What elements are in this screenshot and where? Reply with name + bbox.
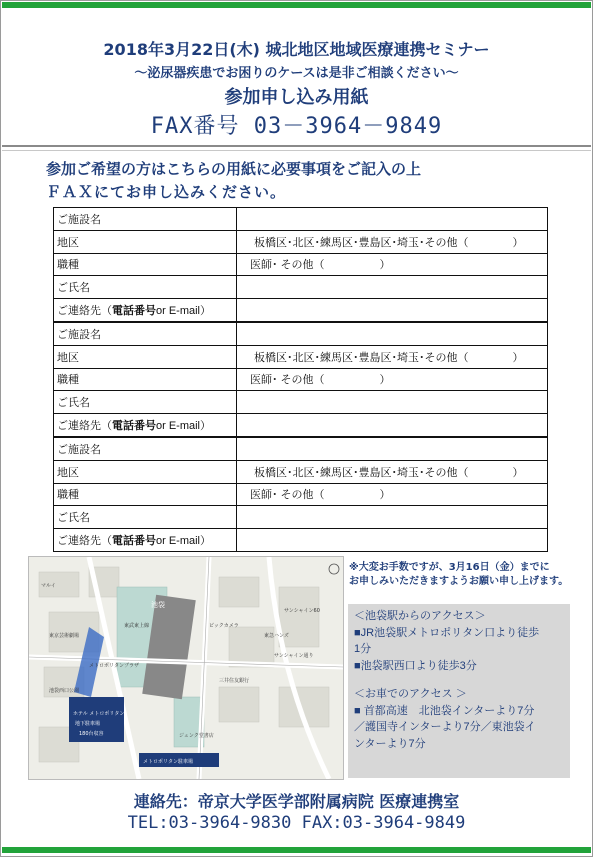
map-label: メトロポリタンプラザ [89,663,140,669]
area-options: 板橋区･北区･練馬区･豊島区･埼玉･その他（ ） [254,351,524,364]
application-form-table [53,207,548,552]
divider-thin [2,150,591,151]
top-green-band [2,2,591,8]
field-area[interactable] [237,345,548,368]
map-label: サンシャイン60 [284,608,320,614]
access-info-box [348,604,570,778]
map-label: 東武東上線 [124,623,150,629]
job-options: 医師･ その他（ ） [250,374,391,387]
access-station-title: ＜池袋駅からのアクセス＞ [354,610,486,622]
access-map [28,556,344,780]
label-facility: ご施設名 [54,322,237,345]
seminar-subtitle: ～泌尿器疾患でお困りのケースは是非ご相談ください～ [134,66,459,81]
label-job: 職種 [54,483,237,506]
label-facility: ご施設名 [54,208,237,231]
access-car-title: ＜お車でのアクセス ＞ [354,688,467,700]
divider [2,145,591,147]
map-label: 東急ハンズ [264,633,289,639]
map-label: 180台収容 [79,731,104,737]
fax-number: FAX番号 03－3964－9849 [150,114,443,139]
map-label: 池袋 [151,601,165,609]
field-facility[interactable] [237,208,548,231]
map-label: 東京芸術劇場 [49,633,80,639]
label-name: ご氏名 [54,506,237,529]
map-label: マルイ [41,583,56,589]
field-contact[interactable] [237,299,548,322]
map-label: ビックカメラ [209,623,239,629]
label-facility: ご施設名 [54,437,237,460]
field-facility[interactable] [237,322,548,345]
field-job[interactable] [237,483,548,506]
access-map-drawing [29,557,343,779]
area-options: 板橋区･北区･練馬区･豊島区･埼玉･その他（ ） [254,236,524,249]
area-options: 板橋区･北区･練馬区･豊島区･埼玉･その他（ ） [254,466,524,479]
label-contact: ご連絡先（電話番号or E-mail） [54,414,237,437]
job-options: 医師･ その他（ ） [250,489,391,502]
label-contact: ご連絡先（電話番号or E-mail） [54,529,237,552]
field-job[interactable] [237,253,548,276]
field-contact[interactable] [237,529,548,552]
access-car-2: ／護国寺インターより7分／東池袋イ [354,721,536,733]
spacer [348,674,570,686]
map-label: 地下駐車場 [75,721,101,727]
field-facility[interactable] [237,437,548,460]
field-area[interactable] [237,460,548,483]
field-contact[interactable] [237,414,548,437]
access-station-1: ■JR池袋駅メトロポリタン口より徒歩 [354,626,540,639]
deadline-note: ※大変お手数ですが、3月16日（金）までに お申しみいただきますようお願い申し上げます。 [349,562,569,587]
map-label: サンシャイン通り [274,653,314,659]
form-title: 参加申し込み用紙 [224,87,369,108]
label-job: 職種 [54,368,237,391]
label-area: 地区 [54,460,237,483]
map-label: ジュンク堂書店 [179,733,214,739]
contact-phone-fax: TEL:03-3964-9830 FAX:03-3964-9849 [127,813,466,833]
field-name[interactable] [237,276,548,299]
label-area: 地区 [54,345,237,368]
access-station-1-cont: 1分 [354,643,372,655]
map-label: ホテル メトロポリタン [73,711,125,717]
label-area: 地区 [54,230,237,253]
seminar-title: 2018年3月22日(木) 城北地区地域医療連携セミナー [103,40,490,59]
field-name[interactable] [237,391,548,414]
contact-department: 連絡先：帝京大学医学部附属病院 医療連携室 [133,792,460,811]
label-name: ご氏名 [54,391,237,414]
instruction-line-2: ＦＡＸにてお申し込みください。 [46,183,287,201]
label-job: 職種 [54,253,237,276]
job-options: 医師･ その他（ ） [250,259,391,272]
access-car-3: ンターより7分 [354,737,426,750]
access-station-2: ■池袋駅西口より徒歩3分 [354,659,477,672]
access-car-1: ■ 首都高速 北池袋インターより7分 [354,704,535,717]
field-name[interactable] [237,506,548,529]
field-area[interactable] [237,230,548,253]
instruction-line-1: 参加ご希望の方はこちらの用紙に必要事項をご記入の上 [46,160,422,178]
field-job[interactable] [237,368,548,391]
label-name: ご氏名 [54,276,237,299]
bottom-green-band [2,847,591,853]
map-label: 三井住友銀行 [219,678,250,684]
map-label: 池袋西口公園 [49,688,80,694]
label-contact: ご連絡先（電話番号or E-mail） [54,299,237,322]
map-label: メトロポリタン駐車場 [143,759,194,765]
